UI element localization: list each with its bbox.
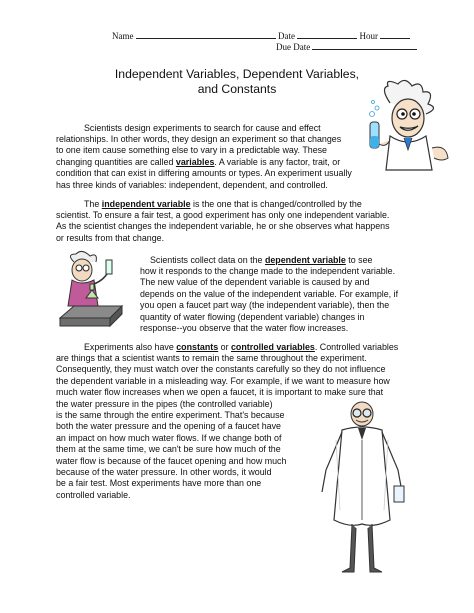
dependent-paragraph-body: [140, 266, 398, 334]
constants-text: or: [218, 342, 231, 352]
name-label: Name: [112, 31, 134, 41]
independent-variable-term: independent variable: [101, 199, 191, 209]
constants-line-7: is the same through the entire experiment. That's because: [56, 410, 285, 421]
constants-line-13: be a fair test. Most experiments have more than one: [56, 478, 262, 489]
date-field[interactable]: [297, 30, 357, 39]
constants-line-9: an impact on how much water flows. If we change both of: [56, 432, 282, 443]
independent-text: The: [84, 199, 102, 209]
constants-line-3: Consequently, they must watch over the constants carefully so they do not influence: [56, 364, 386, 375]
title-line-2: and Constants: [197, 82, 277, 96]
constants-line-12: because of the water pressure. In other words, it would: [56, 467, 272, 478]
intro-text: . A variable is any factor, trait, or: [214, 156, 341, 167]
intro-paragraph: [84, 123, 321, 134]
independent-line-1: [84, 199, 362, 210]
independent-paragraph-body: [56, 210, 390, 244]
constants-line-14: controlled variable.: [56, 489, 131, 500]
constants-line-8: both the water pressure and the opening of a faucet have: [56, 421, 281, 432]
dependent-line-4: depends on the value of the independent variable. For example, if: [140, 288, 399, 299]
dependent-text: Scientists collect data on the: [150, 255, 265, 265]
constants-text: Experiments also have: [84, 342, 177, 352]
constants-line-4: the dependent variable in a misleading way. For example, if we want to measure how: [56, 375, 390, 386]
independent-text: is the one that is changed/controlled by the: [190, 199, 362, 209]
constants-text: . Controlled variables: [314, 342, 399, 352]
dependent-line-1: [150, 255, 373, 266]
header-row-2: [276, 41, 417, 53]
hour-label: Hour: [359, 31, 378, 41]
intro-line-2: relationships. In other words, they design an experiment so that changes: [56, 134, 342, 144]
constants-term: constants: [176, 342, 219, 352]
constants-paragraph: [84, 342, 398, 353]
title-line-1: Independent Variables, Dependent Variables,: [114, 67, 360, 81]
constants-line-6: the water pressure in the pipes (the controlled variable): [56, 398, 273, 409]
dependent-text: to see: [345, 255, 373, 265]
intro-line-5: condition that can exist in differing amounts or types. An experiment usually: [56, 168, 352, 179]
independent-line-2: scientist. To ensure a fair test, a good experiment has only one independent variable.: [56, 210, 390, 220]
intro-line-3: to one item cause something else to vary in a predictable way. These: [56, 145, 327, 156]
lab-coat-scientist-icon: [312, 400, 412, 580]
constants-line-2: are things that a scientist wants to remain the same throughout the experiment.: [56, 353, 367, 363]
dependent-line-5: you open a faucet part way (the independent variable), then the: [140, 300, 390, 311]
independent-line-3: As the scientist changes the independent variable, he or she observes what happens: [56, 221, 390, 232]
due-date-field[interactable]: [312, 41, 417, 50]
scientist-with-flask-icon: [52, 250, 128, 332]
dependent-line-2: how it responds to the change made to the independent variable.: [140, 266, 396, 276]
controlled-variables-term: controlled variables: [231, 342, 315, 352]
dependent-line-3: The new value of the dependent variable is caused by and: [140, 277, 370, 288]
hour-field[interactable]: [380, 30, 410, 39]
dependent-paragraph: [150, 255, 373, 266]
intro-paragraph-body: [56, 134, 352, 191]
constants-line-1: [84, 342, 398, 353]
dependent-line-7: response--you observe that the water flow increases.: [140, 323, 349, 334]
intro-text: changing quantities are called: [56, 156, 176, 167]
date-label: Date: [278, 31, 295, 41]
mad-scientist-icon: [360, 78, 460, 173]
due-date-label: Due Date: [276, 42, 311, 52]
name-field[interactable]: [136, 30, 276, 39]
intro-line-1: Scientists design experiments to search for cause and effect: [84, 123, 321, 133]
variables-term: variables: [175, 156, 215, 167]
independent-paragraph: [84, 199, 362, 210]
independent-line-4: or results from that change.: [56, 232, 165, 243]
constants-line-11: water flow is because of the faucet opening and how much: [56, 455, 287, 466]
intro-line-6: has three kinds of variables: independent, dependent, and controlled.: [56, 179, 328, 190]
intro-line-4: [56, 157, 352, 168]
constants-line-5: much water flow increases when we open a faucet, it is important to make sure that: [56, 387, 384, 398]
constants-line-10: them at the same time, we can't be sure how much of the: [56, 444, 281, 455]
dependent-line-6: quantity of water flowing (dependent variable) changes in: [140, 311, 365, 322]
dependent-variable-term: dependent variable: [264, 255, 346, 265]
